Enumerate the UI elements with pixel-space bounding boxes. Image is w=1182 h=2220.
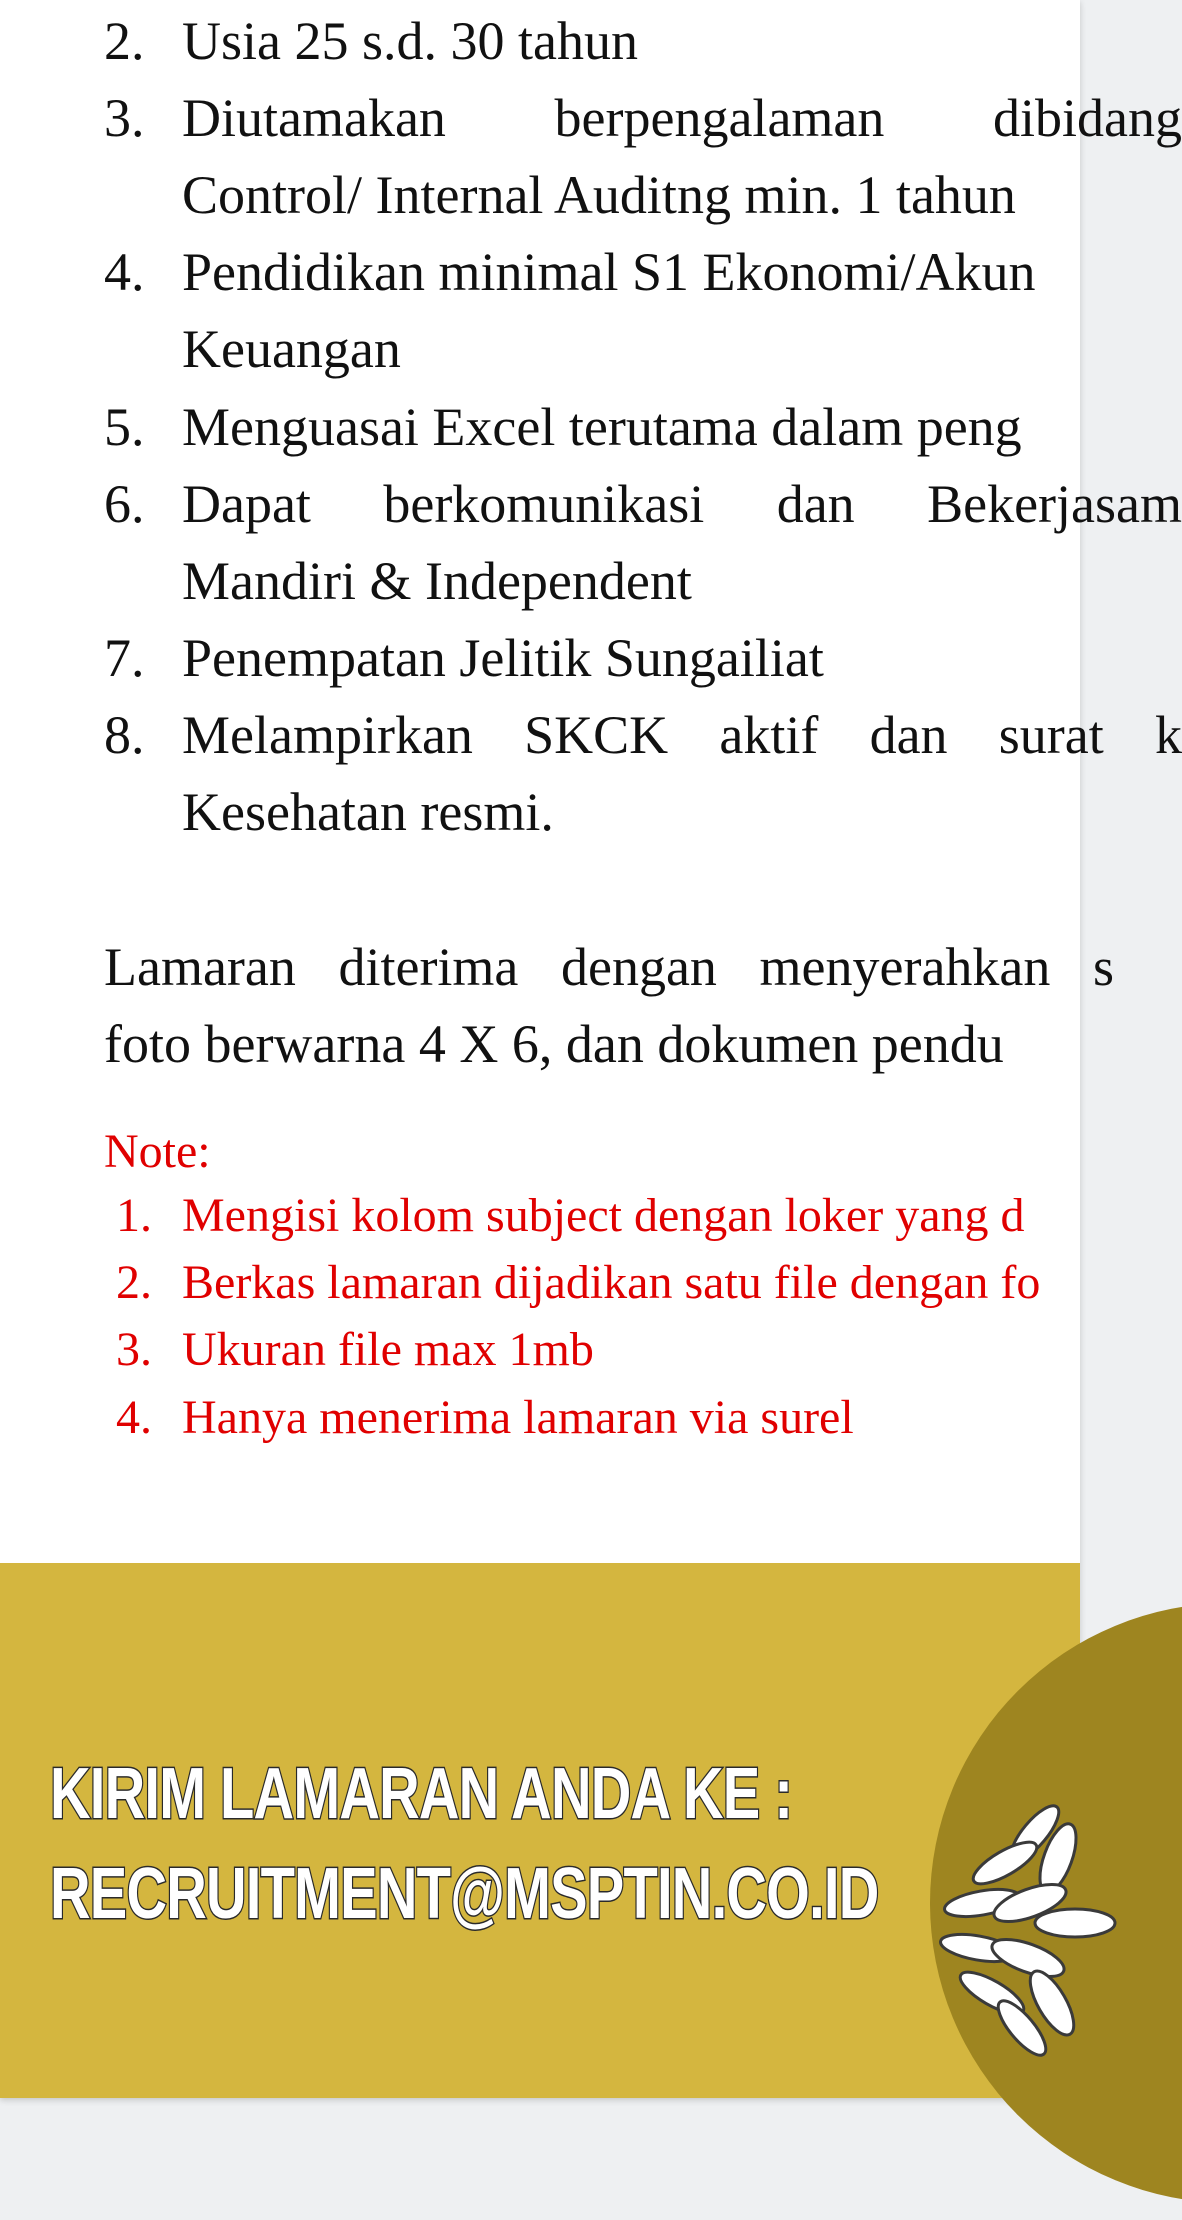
- requirement-number: 3.: [104, 88, 145, 148]
- flower-logo-icon: [930, 1603, 1080, 2098]
- requirement-text-continued: Mandiri & Independent: [182, 551, 692, 611]
- note-number: 4.: [116, 1391, 152, 1444]
- requirement-text: Penempatan Jelitik Sungailiat: [182, 628, 824, 688]
- requirement-text-continued: Control/ Internal Auditng min. 1 tahun: [182, 165, 1016, 225]
- recruitment-email-link[interactable]: RECRUITMENT@MSPTIN.CO.ID: [50, 1854, 879, 1934]
- requirement-number: 8.: [104, 705, 145, 765]
- requirement-text: Melampirkan SKCK aktif dan surat k: [182, 705, 1182, 765]
- requirement-text: Pendidikan minimal S1 Ekonomi/Akun: [182, 242, 1036, 302]
- requirement-text-continued: Keuangan: [182, 319, 401, 379]
- requirement-text: Usia 25 s.d. 30 tahun: [182, 11, 638, 71]
- requirement-number: 7.: [104, 628, 145, 688]
- requirement-number: 4.: [104, 242, 145, 302]
- requirement-number: 6.: [104, 474, 145, 534]
- banner-title: KIRIM LAMARAN ANDA KE :: [50, 1754, 793, 1834]
- application-text-line: Lamaran diterima dengan menyerahkan s: [104, 937, 1114, 997]
- note-text: Hanya menerima lamaran via surel: [182, 1391, 854, 1444]
- requirement-number: 5.: [104, 397, 145, 457]
- requirement-text: Diutamakan berpengalaman dibidang: [182, 88, 1182, 148]
- requirement-text: Menguasai Excel terutama dalam peng: [182, 397, 1022, 457]
- note-number: 1.: [116, 1189, 152, 1242]
- note-number: 3.: [116, 1323, 152, 1376]
- note-number: 2.: [116, 1256, 152, 1309]
- note-title: Note:: [104, 1125, 211, 1178]
- contact-banner: [0, 1563, 1080, 2098]
- application-text-line: foto berwarna 4 X 6, dan dokumen pendu: [104, 1014, 1004, 1074]
- note-text: Ukuran file max 1mb: [182, 1323, 594, 1376]
- requirement-text-continued: Kesehatan resmi.: [182, 782, 554, 842]
- requirement-number: 2.: [104, 11, 145, 71]
- note-text: Mengisi kolom subject dengan loker yang d: [182, 1189, 1025, 1242]
- note-text: Berkas lamaran dijadikan satu file dengan fo: [182, 1256, 1041, 1309]
- requirement-text: Dapat berkomunikasi dan Bekerjasam: [182, 474, 1182, 534]
